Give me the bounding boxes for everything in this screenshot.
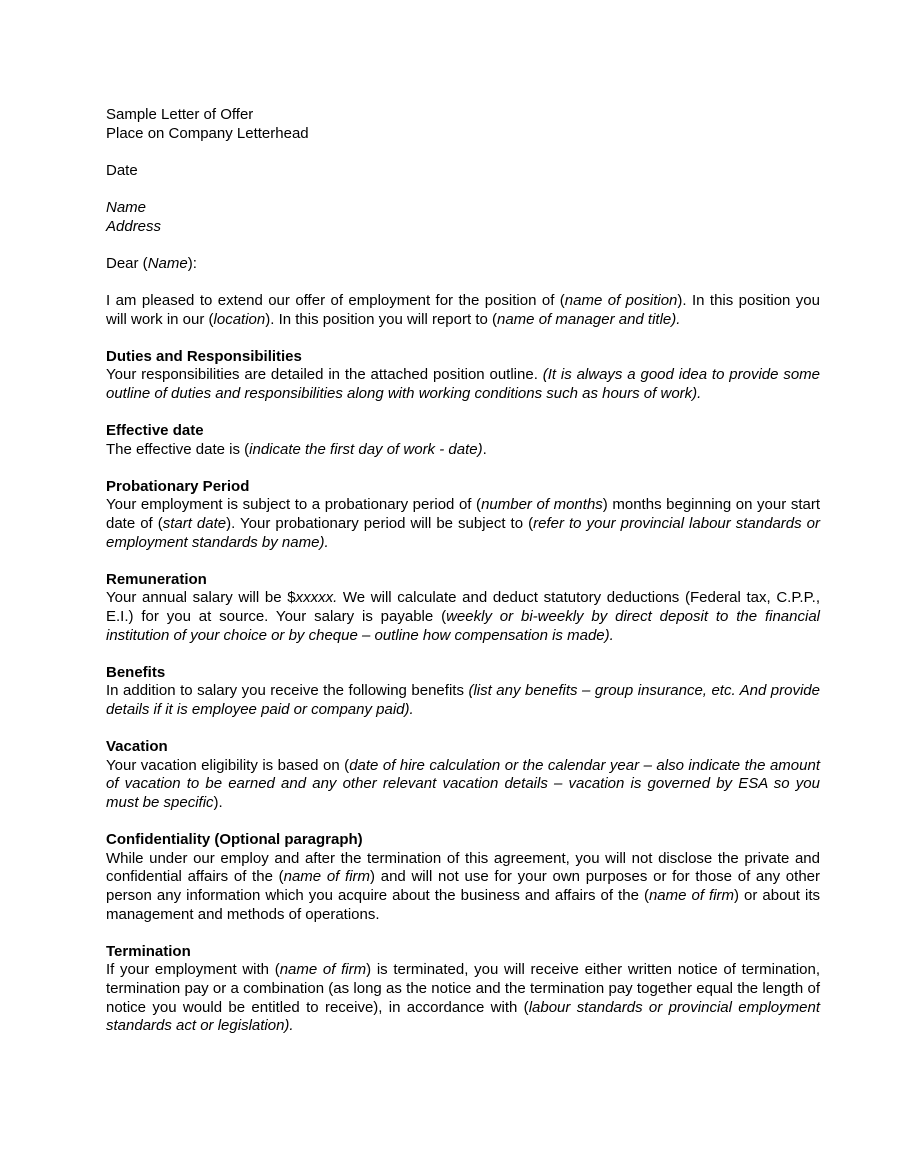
letter-page	[106, 106, 820, 1036]
effective-date-heading: Effective date	[106, 422, 204, 440]
effective-date-paragraph: The effective date is (indicate the first day of work - date).	[106, 440, 487, 458]
header-instruction: Place on Company Letterhead	[106, 124, 309, 142]
duties-paragraph: Your responsibilities are detailed in the attached position outline. (It is always a good idea to provide some outline of duties and responsibilities along with working conditions such as hours of work).	[106, 366, 820, 402]
intro-paragraph: I am pleased to extend our offer of employment for the position of (name of position). In this position you will work in our (location). In this position you will report to (name of manager and title).	[106, 291, 820, 328]
benefits-heading: Benefits	[106, 663, 166, 681]
recipient-address: Address	[106, 217, 162, 235]
remuneration-heading: Remuneration	[106, 570, 207, 588]
probation-heading: Probationary Period	[106, 477, 250, 495]
confidentiality-paragraph: While under our employ and after the termination of this agreement, you will not disclose the private and confidential affairs of the (name of firm) and will not use for your own purposes or for those of any other person any information which you acquire about the business and affairs of the (name of firm) or about its management and methods of operations.	[106, 849, 820, 923]
salutation: Dear (Name):	[106, 254, 197, 272]
vacation-paragraph: Your vacation eligibility is based on (date of hire calculation or the calendar year – also indicate the amount of vacation to be earned and any other relevant vacation details – vacation is governed by ESA so you must be specific).	[106, 756, 820, 811]
benefits-paragraph: In addition to salary you receive the following benefits (list any benefits – group insurance, etc. And provide details if it is employee paid or company paid).	[106, 682, 820, 718]
termination-heading: Termination	[106, 942, 191, 960]
recipient-name: Name	[106, 198, 147, 216]
header-title: Sample Letter of Offer	[106, 106, 254, 123]
confidentiality-heading: Confidentiality (Optional paragraph)	[106, 831, 363, 849]
letter-date: Date	[106, 161, 138, 179]
duties-heading: Duties and Responsibilities	[106, 347, 302, 365]
probation-paragraph: Your employment is subject to a probationary period of (number of months) months beginning on your start date of (start date). Your probationary period will be subject to (refer to your provincial labour standards or employment standards by name).	[106, 496, 820, 551]
termination-paragraph: If your employment with (name of firm) is terminated, you will receive either written notice of termination, termination pay or a combination (as long as the notice and the termination pay together equal the length of notice you would be entitled to receive), in accordance with (labour standards or provincial employment standards act or legislation).	[106, 961, 821, 1035]
vacation-heading: Vacation	[106, 738, 168, 756]
remuneration-paragraph: Your annual salary will be $xxxxx. We will calculate and deduct statutory deductions (Federal tax, C.P.P., E.I.) for you at source. Your salary is payable (weekly or bi-weekly by direct deposit to the financial institution of your choice or by cheque – outline how compensation is made).	[106, 589, 820, 644]
